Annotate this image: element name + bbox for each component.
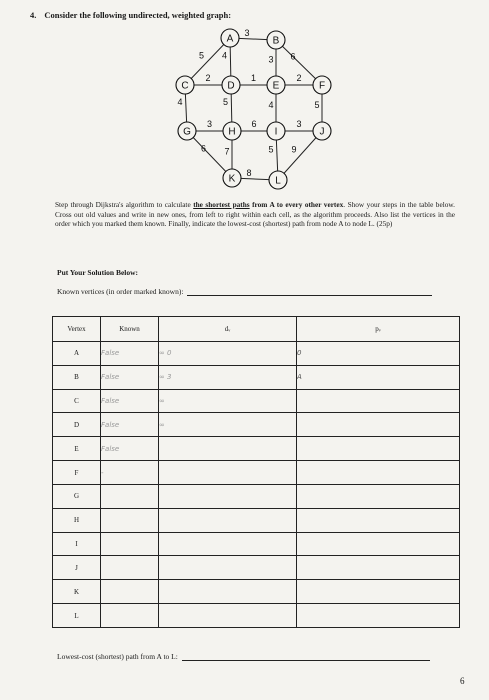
weighted-graph — [160, 18, 360, 193]
known-cell[interactable]: False — [101, 342, 159, 366]
pv-cell[interactable] — [297, 484, 460, 508]
known-cell[interactable]: False — [101, 365, 159, 389]
lowest-cost-label: Lowest-cost (shortest) path from A to L: — [57, 652, 178, 661]
page-number: 6 — [460, 676, 465, 686]
edge-weight-label: 5 — [198, 50, 205, 61]
pv-cell[interactable] — [297, 532, 460, 556]
vertex-cell: I — [53, 532, 101, 556]
vertex-cell: H — [53, 508, 101, 532]
table-row — [53, 580, 460, 604]
vertex-cell: G — [53, 484, 101, 508]
known-cell[interactable] — [101, 532, 159, 556]
edge-weight-label: 4 — [221, 50, 228, 61]
known-cell[interactable]: False — [101, 413, 159, 437]
pv-cell[interactable] — [297, 389, 460, 413]
dijkstra-table — [52, 316, 460, 628]
edge-weight-label: 7 — [224, 146, 230, 157]
vertex-cell: A — [53, 342, 101, 366]
edge-weight-label: 5 — [314, 100, 320, 110]
vertex-cell: E — [53, 437, 101, 461]
known-cell[interactable] — [101, 580, 159, 604]
pv-cell[interactable]: A — [297, 365, 460, 389]
vertex-cell: K — [53, 580, 101, 604]
dv-cell[interactable] — [159, 604, 297, 628]
known-cell[interactable] — [101, 556, 159, 580]
edge-weight-label: 1 — [250, 73, 257, 83]
node-a-label: A — [226, 33, 234, 45]
known-vertices-blank[interactable] — [187, 287, 432, 296]
dv-cell[interactable] — [159, 508, 297, 532]
solution-heading: Put Your Solution Below: — [57, 268, 139, 277]
node-b-label: B — [272, 35, 280, 47]
table-row — [53, 604, 460, 628]
question-text: Consider the following undirected, weighted graph: — [44, 10, 232, 20]
header-known: Known — [101, 317, 159, 342]
dv-cell[interactable] — [159, 437, 297, 461]
known-vertices-line — [57, 287, 432, 296]
table-row — [53, 413, 460, 437]
instructions-emphasis: the shortest paths — [193, 200, 250, 209]
table-row — [53, 437, 460, 461]
node-i-label: I — [274, 126, 278, 138]
node-f-label: F — [318, 80, 326, 92]
known-cell[interactable] — [101, 508, 159, 532]
vertex-cell: D — [53, 413, 101, 437]
pv-cell[interactable] — [297, 580, 460, 604]
table-row — [53, 556, 460, 580]
known-cell[interactable]: False — [101, 389, 159, 413]
node-c-label: C — [181, 80, 189, 92]
pv-cell[interactable] — [297, 461, 460, 485]
dv-cell[interactable]: ∞ — [159, 389, 297, 413]
instructions-part-3: from A to every other vertex — [249, 200, 344, 209]
table-row — [53, 484, 460, 508]
vertex-cell: C — [53, 389, 101, 413]
table-row — [53, 532, 460, 556]
edge-weight-label: 3 — [206, 119, 213, 129]
dv-cell[interactable] — [159, 484, 297, 508]
edge-weight-label: 8 — [246, 168, 252, 178]
instructions — [55, 200, 455, 229]
node-l-label: L — [275, 175, 281, 187]
question-number: 4. — [30, 10, 37, 20]
node-e-label: E — [272, 80, 280, 92]
dv-cell[interactable] — [159, 461, 297, 485]
header-dv: dᵥ — [159, 317, 297, 342]
edge-weight-label: 5 — [222, 97, 229, 107]
node-j-label: J — [319, 126, 325, 138]
edge-weight-label: 4 — [177, 97, 183, 107]
dv-cell[interactable] — [159, 532, 297, 556]
pv-cell[interactable] — [297, 604, 460, 628]
pv-cell[interactable] — [297, 556, 460, 580]
known-vertices-label: Known vertices (in order marked known): — [57, 287, 184, 296]
edge-weight-label: 5 — [268, 144, 274, 155]
table-row — [53, 389, 460, 413]
known-cell[interactable] — [101, 604, 159, 628]
dv-cell[interactable] — [159, 580, 297, 604]
edge-weight-label: 3 — [244, 28, 250, 38]
header-vertex: Vertex — [53, 317, 101, 342]
edge-weight-label: 9 — [291, 144, 297, 155]
node-g-label: G — [183, 126, 191, 138]
vertex-cell: J — [53, 556, 101, 580]
table-header-row — [53, 317, 460, 342]
table-row — [53, 461, 460, 485]
node-d-label: D — [227, 80, 235, 92]
table-row — [53, 342, 460, 366]
node-h-label: H — [228, 126, 236, 138]
dv-cell[interactable]: ∞ 3 — [159, 365, 297, 389]
edge-weight-label: 2 — [296, 73, 302, 83]
edge-weight-label: 2 — [205, 73, 211, 83]
edge-j-l — [278, 131, 322, 180]
known-cell[interactable]: False — [101, 437, 159, 461]
known-cell[interactable] — [101, 484, 159, 508]
instructions-part-1: Step through Dijkstra's algorithm to calculate — [55, 200, 194, 209]
edge-weight-label: 6 — [200, 143, 207, 154]
lowest-cost-line — [57, 652, 430, 661]
edge-weight-label: 6 — [290, 51, 296, 62]
dv-cell[interactable]: ∞ — [159, 413, 297, 437]
node-k-label: K — [228, 173, 236, 185]
table-row — [53, 365, 460, 389]
edge-weight-label: 4 — [268, 100, 274, 110]
table-row — [53, 508, 460, 532]
dv-cell[interactable] — [159, 556, 297, 580]
pv-cell[interactable] — [297, 508, 460, 532]
edge-weight-label: 3 — [268, 54, 274, 65]
vertex-cell: F — [53, 461, 101, 485]
vertex-cell: L — [53, 604, 101, 628]
pv-cell[interactable]: 0 — [297, 342, 460, 366]
vertex-cell: B — [53, 365, 101, 389]
dv-cell[interactable]: ∞ 0 — [159, 342, 297, 366]
header-pv: pᵥ — [297, 317, 460, 342]
instructions-part-4: . Show your steps in the table below. Cross out old values and write in new ones, from left to right within each cell, as the algorithm proceeds. Also list the vertices in the order which you marked them known. Finally, indicate the lowest-cost (shortest) path from node A to node L. (25p) — [55, 200, 455, 229]
lowest-cost-blank[interactable] — [182, 652, 430, 661]
pv-cell[interactable] — [297, 437, 460, 461]
edge-weight-label: 3 — [296, 119, 302, 129]
pv-cell[interactable] — [297, 413, 460, 437]
edge-weight-label: 6 — [251, 119, 257, 129]
known-cell[interactable]: - — [101, 461, 159, 485]
